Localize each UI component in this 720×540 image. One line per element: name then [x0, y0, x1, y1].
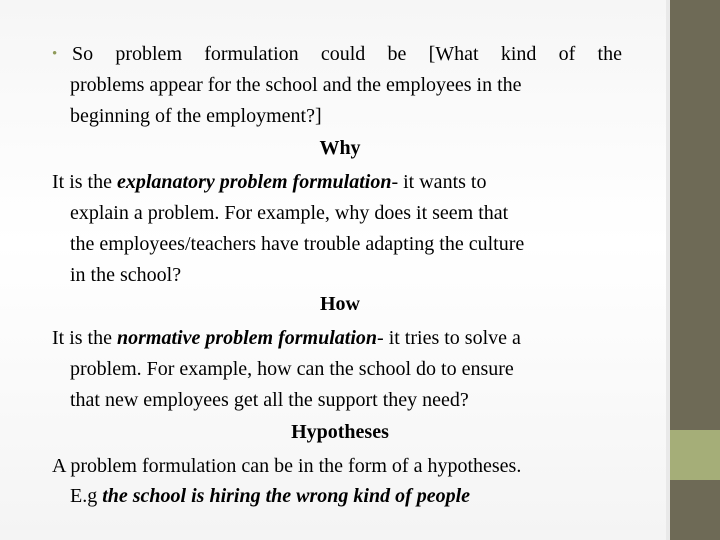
word: be: [387, 43, 407, 65]
term-normative: normative problem formulation: [117, 327, 378, 349]
example-text: the school is hiring the wrong kind of people: [102, 485, 471, 507]
word: of: [558, 43, 576, 65]
word: So: [72, 43, 94, 65]
heading-hypotheses: Hypotheses: [291, 421, 389, 443]
word: the: [597, 43, 622, 65]
word: could: [320, 43, 366, 65]
heading-how: How: [320, 293, 360, 315]
how-line3: that new employees get all the support they need?: [70, 389, 469, 411]
how-line2: problem. For example, how can the school do to ensure: [70, 358, 514, 380]
para1-line1: [72, 42, 622, 66]
para1-line3: beginning of the employment?]: [70, 105, 322, 127]
word: [What: [428, 43, 479, 65]
bullet-icon: •: [52, 46, 58, 62]
term-explanatory: explanatory problem formulation: [117, 171, 392, 193]
why-line1: It is the explanatory problem formulation- it wants to: [52, 171, 487, 193]
hypotheses-line2: E.g the school is hiring the wrong kind of people: [70, 485, 471, 507]
para1-line2: problems appear for the school and the employees in the: [70, 74, 522, 96]
word: problem: [115, 43, 182, 65]
why-line2: explain a problem. For example, why does it seem that: [70, 202, 509, 224]
how-line1: It is the normative problem formulation- it tries to solve a: [52, 327, 521, 349]
hypotheses-line1: A problem formulation can be in the form of a hypotheses.: [52, 455, 522, 477]
why-line3: the employees/teachers have trouble adapting the culture: [70, 233, 525, 255]
why-line4: in the school?: [70, 264, 182, 286]
word: formulation: [204, 43, 299, 65]
heading-why: Why: [319, 137, 361, 159]
word: kind: [500, 43, 537, 65]
